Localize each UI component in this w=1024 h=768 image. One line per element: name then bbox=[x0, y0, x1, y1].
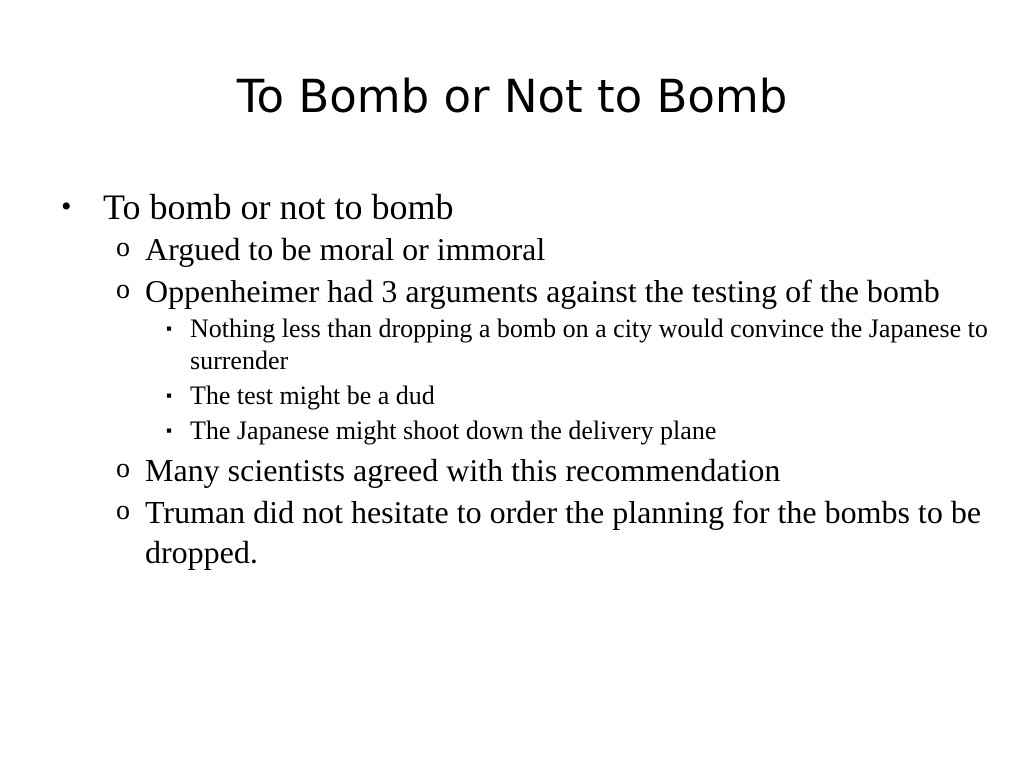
bullet-text: Truman did not hesitate to order the planning for the bombs to be dropped. bbox=[145, 494, 982, 570]
bullet-level-2 bbox=[116, 492, 996, 572]
bullet-level-3 bbox=[166, 313, 996, 377]
square-bullet-icon: ▪ bbox=[166, 319, 173, 338]
bullet-text: Many scientists agreed with this recommendation bbox=[145, 452, 781, 488]
bullet-level-2 bbox=[116, 271, 996, 311]
bullet-text: To bomb or not to bomb bbox=[103, 187, 454, 227]
slide-body bbox=[56, 186, 996, 574]
bullet-level-2 bbox=[116, 450, 996, 490]
circle-bullet-icon: o bbox=[116, 232, 130, 263]
bullet-text: Argued to be moral or immoral bbox=[145, 231, 546, 267]
circle-bullet-icon: o bbox=[116, 453, 130, 484]
bullet-level-3 bbox=[166, 380, 996, 412]
bullet-level-1 bbox=[56, 186, 996, 228]
bullet-text: Nothing less than dropping a bomb on a city would convince the Japanese to surrender bbox=[190, 314, 988, 375]
slide-title: To Bomb or Not to Bomb bbox=[236, 70, 788, 123]
square-bullet-icon: ▪ bbox=[166, 386, 173, 405]
bullet-text: Oppenheimer had 3 arguments against the testing of the bomb bbox=[145, 273, 940, 309]
bullet-text: The Japanese might shoot down the delivery plane bbox=[190, 416, 717, 445]
circle-bullet-icon: o bbox=[116, 495, 130, 526]
bullet-text: The test might be a dud bbox=[190, 381, 435, 410]
square-bullet-icon: ▪ bbox=[166, 421, 173, 440]
circle-bullet-icon: o bbox=[116, 274, 130, 305]
bullet-level-2 bbox=[116, 229, 996, 269]
bullet-level-3 bbox=[166, 415, 996, 447]
round-bullet-icon: • bbox=[61, 190, 72, 223]
